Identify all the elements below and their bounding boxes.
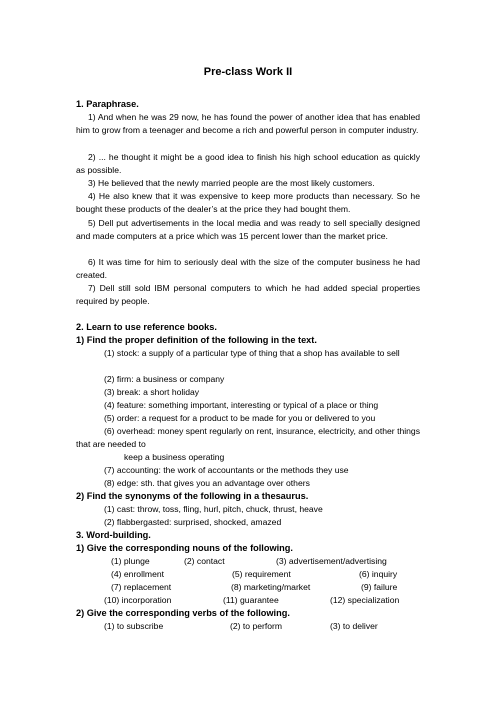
noun-cell: (8) marketing/market [231, 582, 311, 592]
page-title: Pre-class Work II [203, 66, 293, 78]
definition-item-8: (8) edge: sth. that gives you an advantage over others [104, 478, 310, 488]
definition-item-6: (6) overhead: money spent regularly on rent, insurance, electricity, and other things that are needed to [76, 426, 420, 450]
paraphrase-item-7: 7) Dell still sold IBM personal computers to which he had added special properties required by people. [76, 283, 420, 307]
subheading-synonyms: 2) Find the synonyms of the following in a thesaurus. [76, 491, 309, 501]
definition-item-6-continued: keep a business operating [124, 452, 225, 462]
synonym-item-1: (1) cast: throw, toss, fling, hurl, pitch, chuck, thrust, heave [104, 504, 323, 514]
paraphrase-item-2: 2) ... he thought it might be a good idea to finish his high school education as quickly as possible. [76, 152, 420, 176]
subheading-proper-definition: 1) Find the proper definition of the following in the text. [76, 335, 317, 345]
verb-cell: (1) to subscribe [104, 621, 164, 631]
noun-cell: (4) enrollment [111, 569, 165, 579]
noun-cell: (12) specialization [330, 595, 400, 605]
verb-cell: (2) to perform [230, 621, 283, 631]
noun-cell: (1) plunge [111, 556, 150, 566]
noun-cell: (3) advertisement/advertising [276, 556, 387, 566]
paraphrase-item-6: 6) It was time for him to seriously deal with the size of the computer business he had created. [76, 257, 420, 281]
section-heading-reference-books: 2. Learn to use reference books. [76, 322, 217, 332]
section-heading-word-building: 3. Word-building. [76, 530, 151, 540]
subheading-corresponding-nouns: 1) Give the corresponding nouns of the following. [76, 543, 293, 553]
paraphrase-item-3: 3) He believed that the newly married people are the most likely customers. [88, 178, 375, 188]
noun-cell: (11) guarantee [223, 595, 279, 605]
definition-item-7: (7) accounting: the work of accountants or the methods they use [104, 465, 349, 475]
noun-cell: (10) incorporation [104, 595, 172, 605]
noun-cell: (5) requirement [232, 569, 291, 579]
definition-item-2: (2) firm: a business or company [104, 374, 225, 384]
paraphrase-item-4: 4) He also knew that it was expensive to keep more products than necessary. So he bought these products of the dealer’s at the price they had bought them. [76, 191, 420, 215]
paraphrase-item-1: 1) And when he was 29 now, he has found the power of another idea that has enabled him to grow from a teenager and become a rich and powerful person in computer industry. [76, 112, 420, 136]
definition-item-5: (5) order: a request for a product to be made for you or delivered to you [104, 413, 376, 423]
synonym-item-2: (2) flabbergasted: surprised, shocked, amazed [104, 517, 282, 527]
section-heading-paraphrase: 1. Paraphrase. [76, 99, 139, 109]
noun-cell: (9) failure [361, 582, 398, 592]
definition-item-1: (1) stock: a supply of a particular type of thing that a shop has available to sell [104, 348, 400, 358]
definition-item-3: (3) break: a short holiday [104, 387, 200, 397]
noun-cell: (6) inquiry [359, 569, 398, 579]
noun-cell: (2) contact [184, 556, 225, 566]
verb-cell: (3) to deliver [330, 621, 378, 631]
paraphrase-item-5: 5) Dell put advertisements in the local media and was ready to sell specially designed and made computers at a price which was 15 percent lower than the market price. [76, 218, 420, 242]
definition-item-4: (4) feature: something important, interesting or typical of a place or thing [104, 400, 379, 410]
noun-cell: (7) replacement [111, 582, 172, 592]
subheading-corresponding-verbs: 2) Give the corresponding verbs of the following. [76, 608, 290, 618]
